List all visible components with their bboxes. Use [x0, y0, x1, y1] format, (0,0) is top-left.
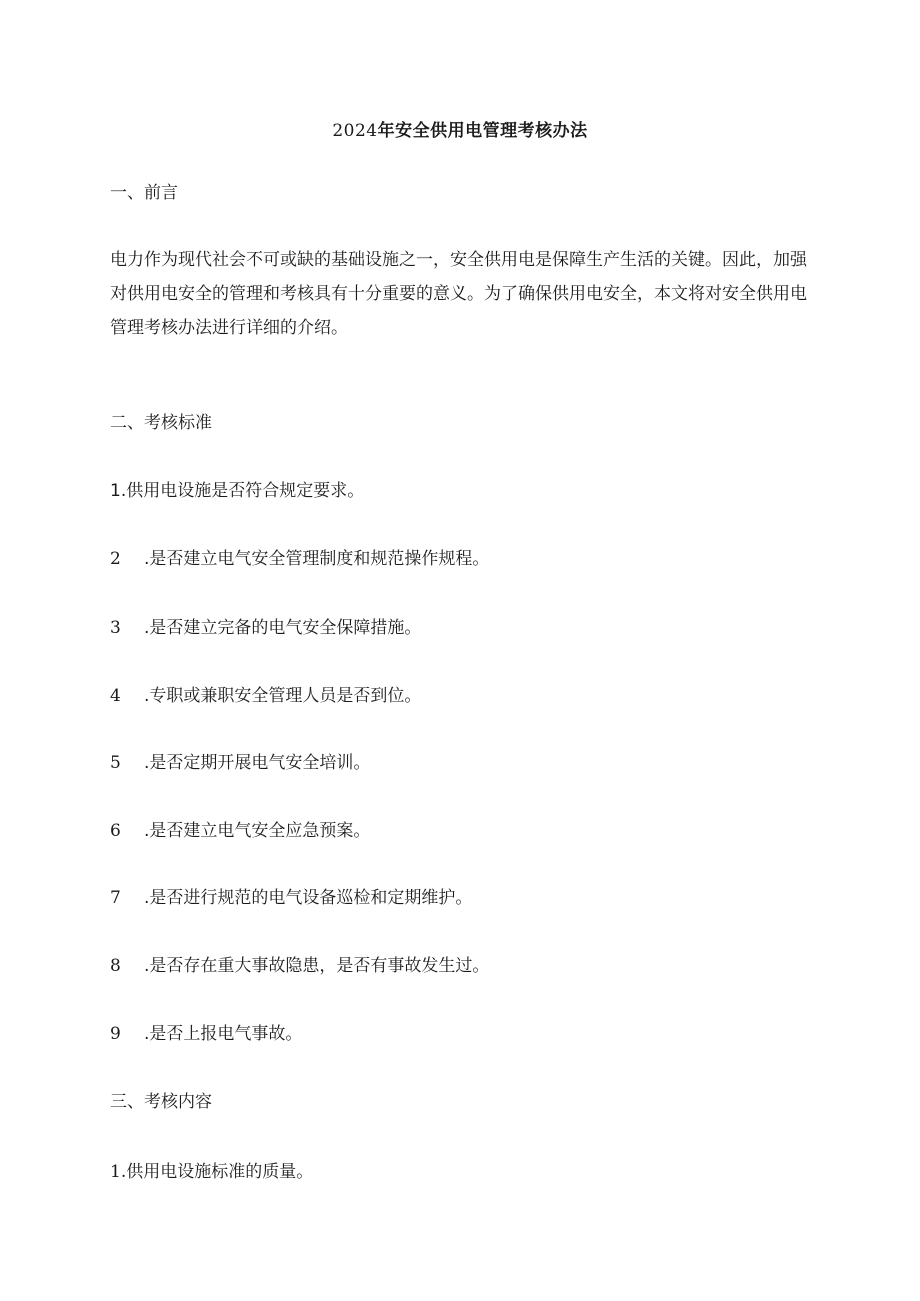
standard-text: .是否存在重大事故隐患，是否有事故发生过。 [144, 956, 490, 976]
standard-text: .是否定期开展电气安全培训。 [144, 753, 371, 773]
standard-item [110, 549, 489, 569]
content-item [110, 1162, 313, 1182]
standard-number: 9 [110, 1024, 121, 1044]
document-title [0, 116, 920, 141]
title-text: 年安全供用电管理考核办法 [377, 121, 588, 141]
standard-item [110, 956, 489, 976]
intro-paragraph [110, 243, 810, 345]
standard-text: .是否建立电气安全管理制度和规范操作规程。 [144, 549, 490, 569]
standard-number: 3 [110, 618, 121, 638]
section-heading-content: 三、考核内容 [110, 1092, 212, 1112]
intro-line: 管理考核办法进行详细的介绍。 [110, 318, 348, 338]
standard-number: 2 [110, 549, 121, 569]
standard-item [110, 686, 421, 706]
section-heading-standards: 二、考核标准 [110, 413, 212, 433]
title-year: 2024 [332, 121, 378, 141]
standard-item [110, 481, 364, 501]
standard-text: .是否进行规范的电气设备巡检和定期维护。 [144, 888, 473, 908]
standard-text: .是否建立完备的电气安全保障措施。 [144, 618, 422, 638]
standard-text: .是否建立电气安全应急预案。 [144, 821, 371, 841]
standard-text: 供用电设施是否符合规定要求。 [126, 481, 365, 501]
standard-number: 8 [110, 956, 121, 976]
standard-text: .是否上报电气事故。 [144, 1024, 303, 1044]
intro-line: 电力作为现代社会不可或缺的基础设施之一，安全供用电是保障生产生活的关键。因此，加强 [110, 250, 807, 270]
section-heading-preface: 一、前言 [110, 183, 178, 203]
standard-number: 7 [110, 888, 121, 908]
standard-item [110, 1024, 302, 1044]
standard-text: .专职或兼职安全管理人员是否到位。 [144, 686, 422, 706]
standard-item [110, 618, 421, 638]
content-text: 供用电设施标准的质量。 [126, 1162, 314, 1182]
standard-item [110, 888, 472, 908]
standard-number: 1. [110, 481, 127, 501]
standard-item [110, 753, 370, 773]
standard-number: 5 [110, 753, 121, 773]
content-number: 1. [110, 1162, 127, 1182]
standard-item [110, 821, 370, 841]
standard-number: 6 [110, 821, 121, 841]
standard-number: 4 [110, 686, 121, 706]
intro-line: 对供用电安全的管理和考核具有十分重要的意义。为了确保供用电安全，本文将对安全供用电 [110, 284, 807, 304]
